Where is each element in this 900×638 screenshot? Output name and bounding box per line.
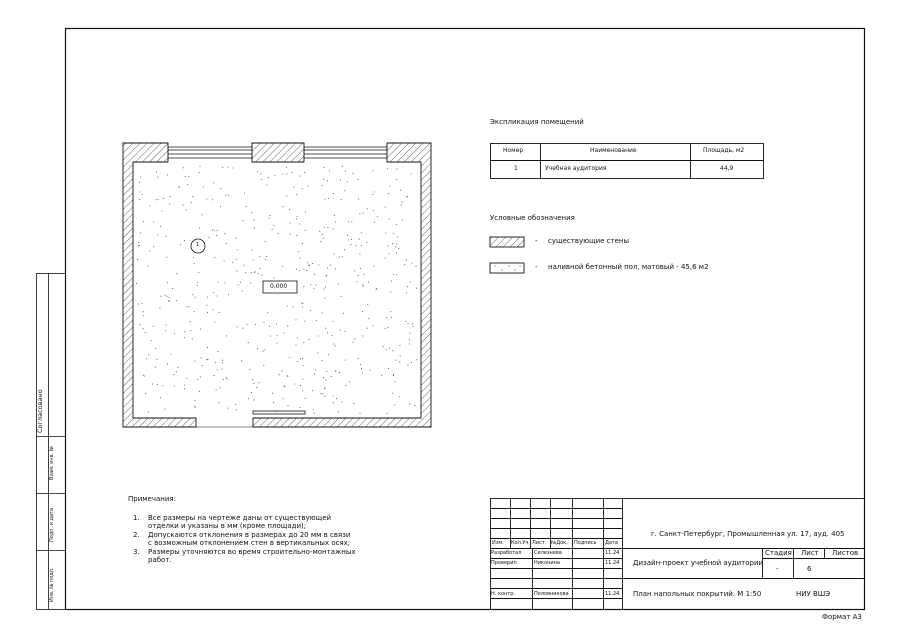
room-number: 1 — [196, 242, 200, 248]
tb-project: Дизайн-проект учебной аудитории — [633, 559, 764, 567]
tb-stage-label: Стадия — [765, 549, 792, 557]
note-3-line-2: работ. — [148, 556, 172, 564]
tb-col-sign: Подпись — [574, 540, 597, 546]
side-stamp-inv-orig: Инв. № подл. — [49, 567, 55, 602]
tb-name-developer: Селезнева — [534, 550, 562, 556]
explication-row-name: Учебная аудитория — [545, 165, 607, 172]
note-1-line-2: отделки и указаны в мм (кроме площади); — [148, 522, 307, 530]
explication-header-area: Площадь, м2 — [703, 147, 745, 154]
legend-dash-1: - — [535, 237, 538, 245]
note-1-num: 1. — [133, 514, 140, 522]
tb-role-norm: Н. контр. — [491, 591, 515, 597]
tb-sheet-label: Лист — [801, 549, 819, 557]
note-3-num: 3. — [133, 548, 140, 556]
tb-date-developer: 11.24 — [605, 550, 620, 556]
side-stamp-replace-inv: Взам. инв. № — [49, 446, 55, 480]
legend-floor-symbol — [490, 263, 524, 273]
tb-col-kolu: Кол.Уч — [511, 540, 529, 546]
explication-title: Экспликация помещений — [490, 118, 584, 126]
tb-col-ndok: №Док. — [551, 540, 568, 546]
legend-walls-symbol — [490, 237, 524, 247]
note-2-line-2: с возможным отклонением стен в вертикальных осях; — [148, 539, 351, 547]
note-3-line-1: Размеры уточняются во время строительно-монтажных — [148, 548, 356, 556]
tb-name-checker: Никонина — [534, 560, 560, 566]
legend-dash-2: - — [535, 263, 538, 271]
tb-sheet-value: 6 — [807, 565, 812, 573]
window-left — [168, 147, 252, 158]
legend-title: Условные обозначения — [490, 214, 575, 222]
explication-row-area: 44,9 — [720, 165, 734, 172]
explication-header-name: Наименование — [590, 147, 637, 154]
title-address: г. Санкт-Петербург, Промышленная ул. 17, ауд. 405 — [651, 530, 845, 538]
side-stamp-agreed: Согласовано — [36, 389, 44, 433]
door-leaf — [253, 411, 305, 414]
tb-col-date: Дата — [605, 540, 618, 546]
legend-label-walls: существующие стены — [548, 237, 629, 245]
note-2-num: 2. — [133, 531, 140, 539]
tb-organization: НИУ ВШЭ — [796, 590, 831, 598]
legend-label-floor: наливной бетонный пол, матовый - 45,6 м2 — [548, 263, 709, 271]
tb-sheet-title: План напольных покрытий. М 1:50 — [633, 590, 762, 598]
tb-role-checker: Проверил — [491, 560, 517, 566]
tb-name-norm: Половникова — [534, 591, 569, 597]
format-label: Формат А3 — [822, 613, 862, 621]
tb-col-list: Лист — [532, 540, 545, 546]
tb-role-developer: Разработал — [491, 550, 522, 556]
explication-row-number: 1 — [514, 165, 518, 172]
tb-sheets-label: Листов — [832, 549, 859, 557]
note-1-line-1: Все размеры на чертеже даны от существующей — [148, 514, 332, 522]
tb-stage-value: - — [776, 565, 779, 573]
explication-header-number: Номер — [503, 147, 524, 154]
side-stamp-sign-date: Подп. и дата — [49, 507, 55, 542]
notes-title: Примечания: — [128, 495, 176, 503]
window-right — [304, 147, 387, 158]
tb-date-checker: 11.24 — [605, 560, 620, 566]
level-mark: 0,000 — [270, 283, 288, 290]
note-2-line-1: Допускаются отклонения в размерах до 20 мм в связи — [148, 531, 351, 539]
side-stamp-grid — [37, 274, 66, 610]
tb-date-norm: 11.24 — [605, 591, 620, 597]
tb-col-izm: Изм. — [492, 540, 504, 546]
